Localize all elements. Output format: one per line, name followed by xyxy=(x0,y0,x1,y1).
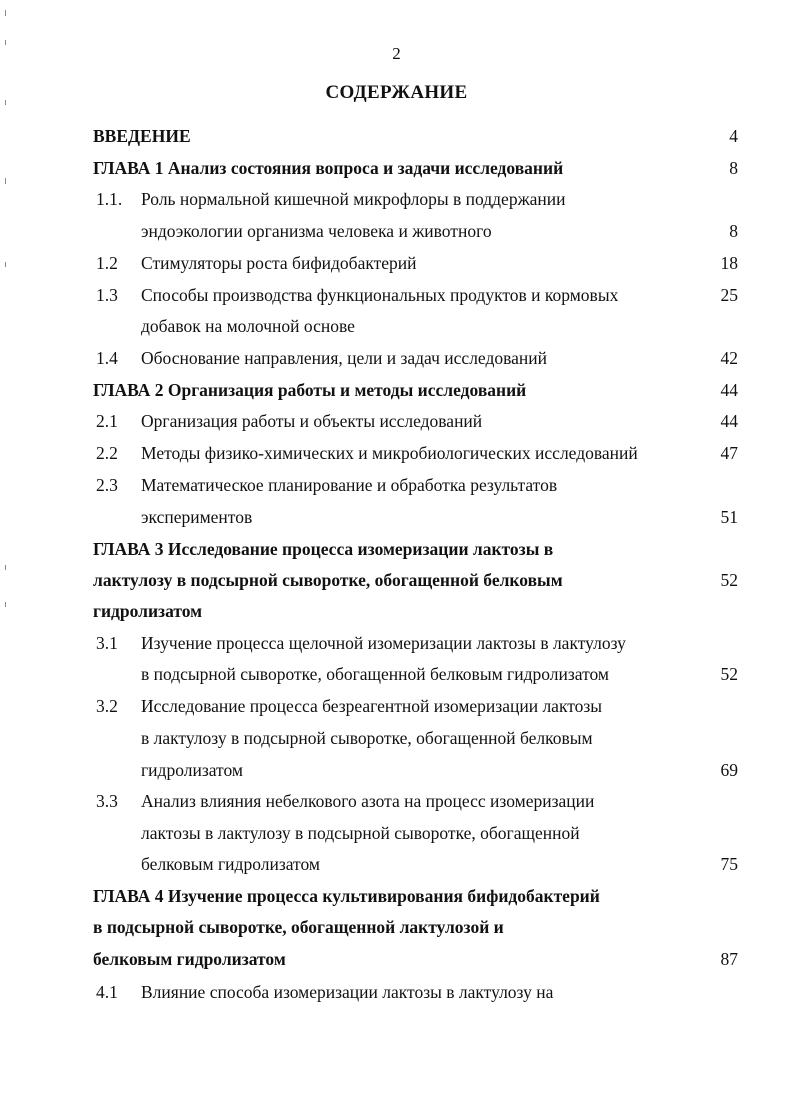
toc-entry-text: лактулозу в подсырной сыворотке, обогащенной белковым xyxy=(93,570,563,590)
toc-entry-text: экспериментов xyxy=(141,507,253,527)
toc-entry-text: белковым гидролизатом xyxy=(141,854,320,874)
toc-entry-text: Влияние способа изомеризации лактозы в лактулозу на xyxy=(141,982,554,1002)
toc-entry xyxy=(93,788,738,814)
toc-title: СОДЕРЖАНИЕ xyxy=(325,82,468,103)
toc-entry-page: 8 xyxy=(729,158,738,178)
toc-entry-text: ГЛАВА 4 Изучение процесса культивирования бифидобактерий xyxy=(93,886,600,906)
toc-entry-page: 52 xyxy=(720,664,738,684)
toc-entry-page: 69 xyxy=(720,760,738,780)
toc-entry xyxy=(93,250,738,276)
toc-entry-text: Стимуляторы роста бифидобактерий xyxy=(141,253,417,273)
toc-entry-text: в лактулозу в подсырной сыворотке, обогащенной белковым xyxy=(141,728,593,748)
toc-entry-text: Исследование процесса безреагентной изомеризации лактозы xyxy=(141,696,603,716)
toc-entry xyxy=(93,313,738,339)
toc-entry xyxy=(93,598,738,624)
toc-entry-number: 3.3 xyxy=(96,791,118,811)
toc-entry-page: 42 xyxy=(720,348,738,368)
toc-entry-number: 2.2 xyxy=(96,443,118,463)
toc-entry-number: 1.1. xyxy=(96,189,123,209)
toc-entry-number: 3.2 xyxy=(96,696,118,716)
scan-artifact xyxy=(5,262,6,267)
toc-entry xyxy=(93,567,738,593)
toc-entry xyxy=(93,630,738,656)
page-number: 2 xyxy=(392,44,401,63)
toc-entry-text: Математическое планирование и обработка результатов xyxy=(141,475,558,495)
toc-entry xyxy=(93,820,738,846)
toc-entry-text: Изучение процесса щелочной изомеризации лактозы в лактулозу xyxy=(141,633,626,653)
scan-artifact xyxy=(5,178,6,184)
toc-entry-page: 44 xyxy=(720,411,738,431)
toc-entry-text: белковым гидролизатом xyxy=(93,949,286,969)
toc-entry xyxy=(93,661,738,687)
toc-entry xyxy=(93,536,738,562)
toc-entry-text: Методы физико-химических и микробиологических исследований xyxy=(141,443,638,463)
toc-entry-text: добавок на молочной основе xyxy=(141,316,355,336)
toc-entry xyxy=(93,123,738,149)
toc-entry-page: 4 xyxy=(729,126,738,146)
toc-entry-text: гидролизатом xyxy=(93,601,203,621)
toc-entry xyxy=(93,472,738,498)
toc-entry xyxy=(93,155,738,181)
toc-entry-text: в подсырной сыворотке, обогащенной белковым гидролизатом xyxy=(141,664,609,684)
toc-entry xyxy=(93,377,738,403)
scan-artifact xyxy=(5,10,6,16)
scan-artifact xyxy=(5,602,6,607)
toc-entry-page: 8 xyxy=(729,221,738,241)
toc-entry-text: Способы производства функциональных продуктов и кормовых xyxy=(141,285,619,305)
toc-entry xyxy=(93,504,738,530)
toc-entry-number: 2.1 xyxy=(96,411,118,431)
toc-entry xyxy=(93,725,738,751)
toc-entry-text: эндоэкологии организма человека и животного xyxy=(141,221,492,241)
toc-entry xyxy=(93,693,738,719)
toc-entry xyxy=(93,218,738,244)
toc-entry-text: ВВЕДЕНИЕ xyxy=(93,126,191,146)
toc-entry-page: 44 xyxy=(720,380,738,400)
toc-entry-page: 51 xyxy=(720,507,738,527)
toc-entry xyxy=(93,851,738,877)
toc-entry-number: 1.2 xyxy=(96,253,118,273)
toc-entry xyxy=(93,914,738,940)
toc-entry-text: Организация работы и объекты исследований xyxy=(141,411,483,431)
toc-entry xyxy=(93,883,738,909)
toc-entry-number: 2.3 xyxy=(96,475,118,495)
toc-entry-text: Роль нормальной кишечной микрофлоры в поддержании xyxy=(141,189,566,209)
toc-entry xyxy=(93,345,738,371)
toc-entry-text: ГЛАВА 2 Организация работы и методы исследований xyxy=(93,380,527,400)
scan-artifact xyxy=(5,40,6,45)
toc-entry xyxy=(93,282,738,308)
toc-entry-text: Анализ влияния небелкового азота на процесс изомеризации xyxy=(141,791,595,811)
toc-entry-page: 87 xyxy=(720,949,738,969)
toc-entry xyxy=(93,440,738,466)
toc-entry-page: 47 xyxy=(720,443,738,463)
toc-entry-number: 1.3 xyxy=(96,285,118,305)
toc-entry-page: 75 xyxy=(720,854,738,874)
toc-entry-number: 4.1 xyxy=(96,982,118,1002)
toc-entry-page: 18 xyxy=(720,253,738,273)
toc-entry-page: 52 xyxy=(720,570,738,590)
scan-artifact xyxy=(5,100,6,105)
toc-entry xyxy=(93,979,738,1005)
toc-entry-number: 3.1 xyxy=(96,633,118,653)
toc-entry-text: лактозы в лактулозу в подсырной сыворотке, обогащенной xyxy=(141,823,580,843)
toc-entry xyxy=(93,946,738,972)
toc-entry-number: 1.4 xyxy=(96,348,118,368)
scan-artifact xyxy=(5,565,6,570)
toc-entry-text: ГЛАВА 3 Исследование процесса изомеризации лактозы в xyxy=(93,539,554,559)
toc-entry xyxy=(93,757,738,783)
toc-entry-text: гидролизатом xyxy=(141,760,243,780)
toc-entry-text: Обоснование направления, цели и задач исследований xyxy=(141,348,548,368)
toc-entry xyxy=(93,408,738,434)
toc-entry-text: ГЛАВА 1 Анализ состояния вопроса и задачи исследований xyxy=(93,158,564,178)
toc-entry xyxy=(93,186,738,212)
toc-entry-page: 25 xyxy=(720,285,738,305)
toc-entry-text: в подсырной сыворотке, обогащенной лактулозой и xyxy=(93,917,504,937)
